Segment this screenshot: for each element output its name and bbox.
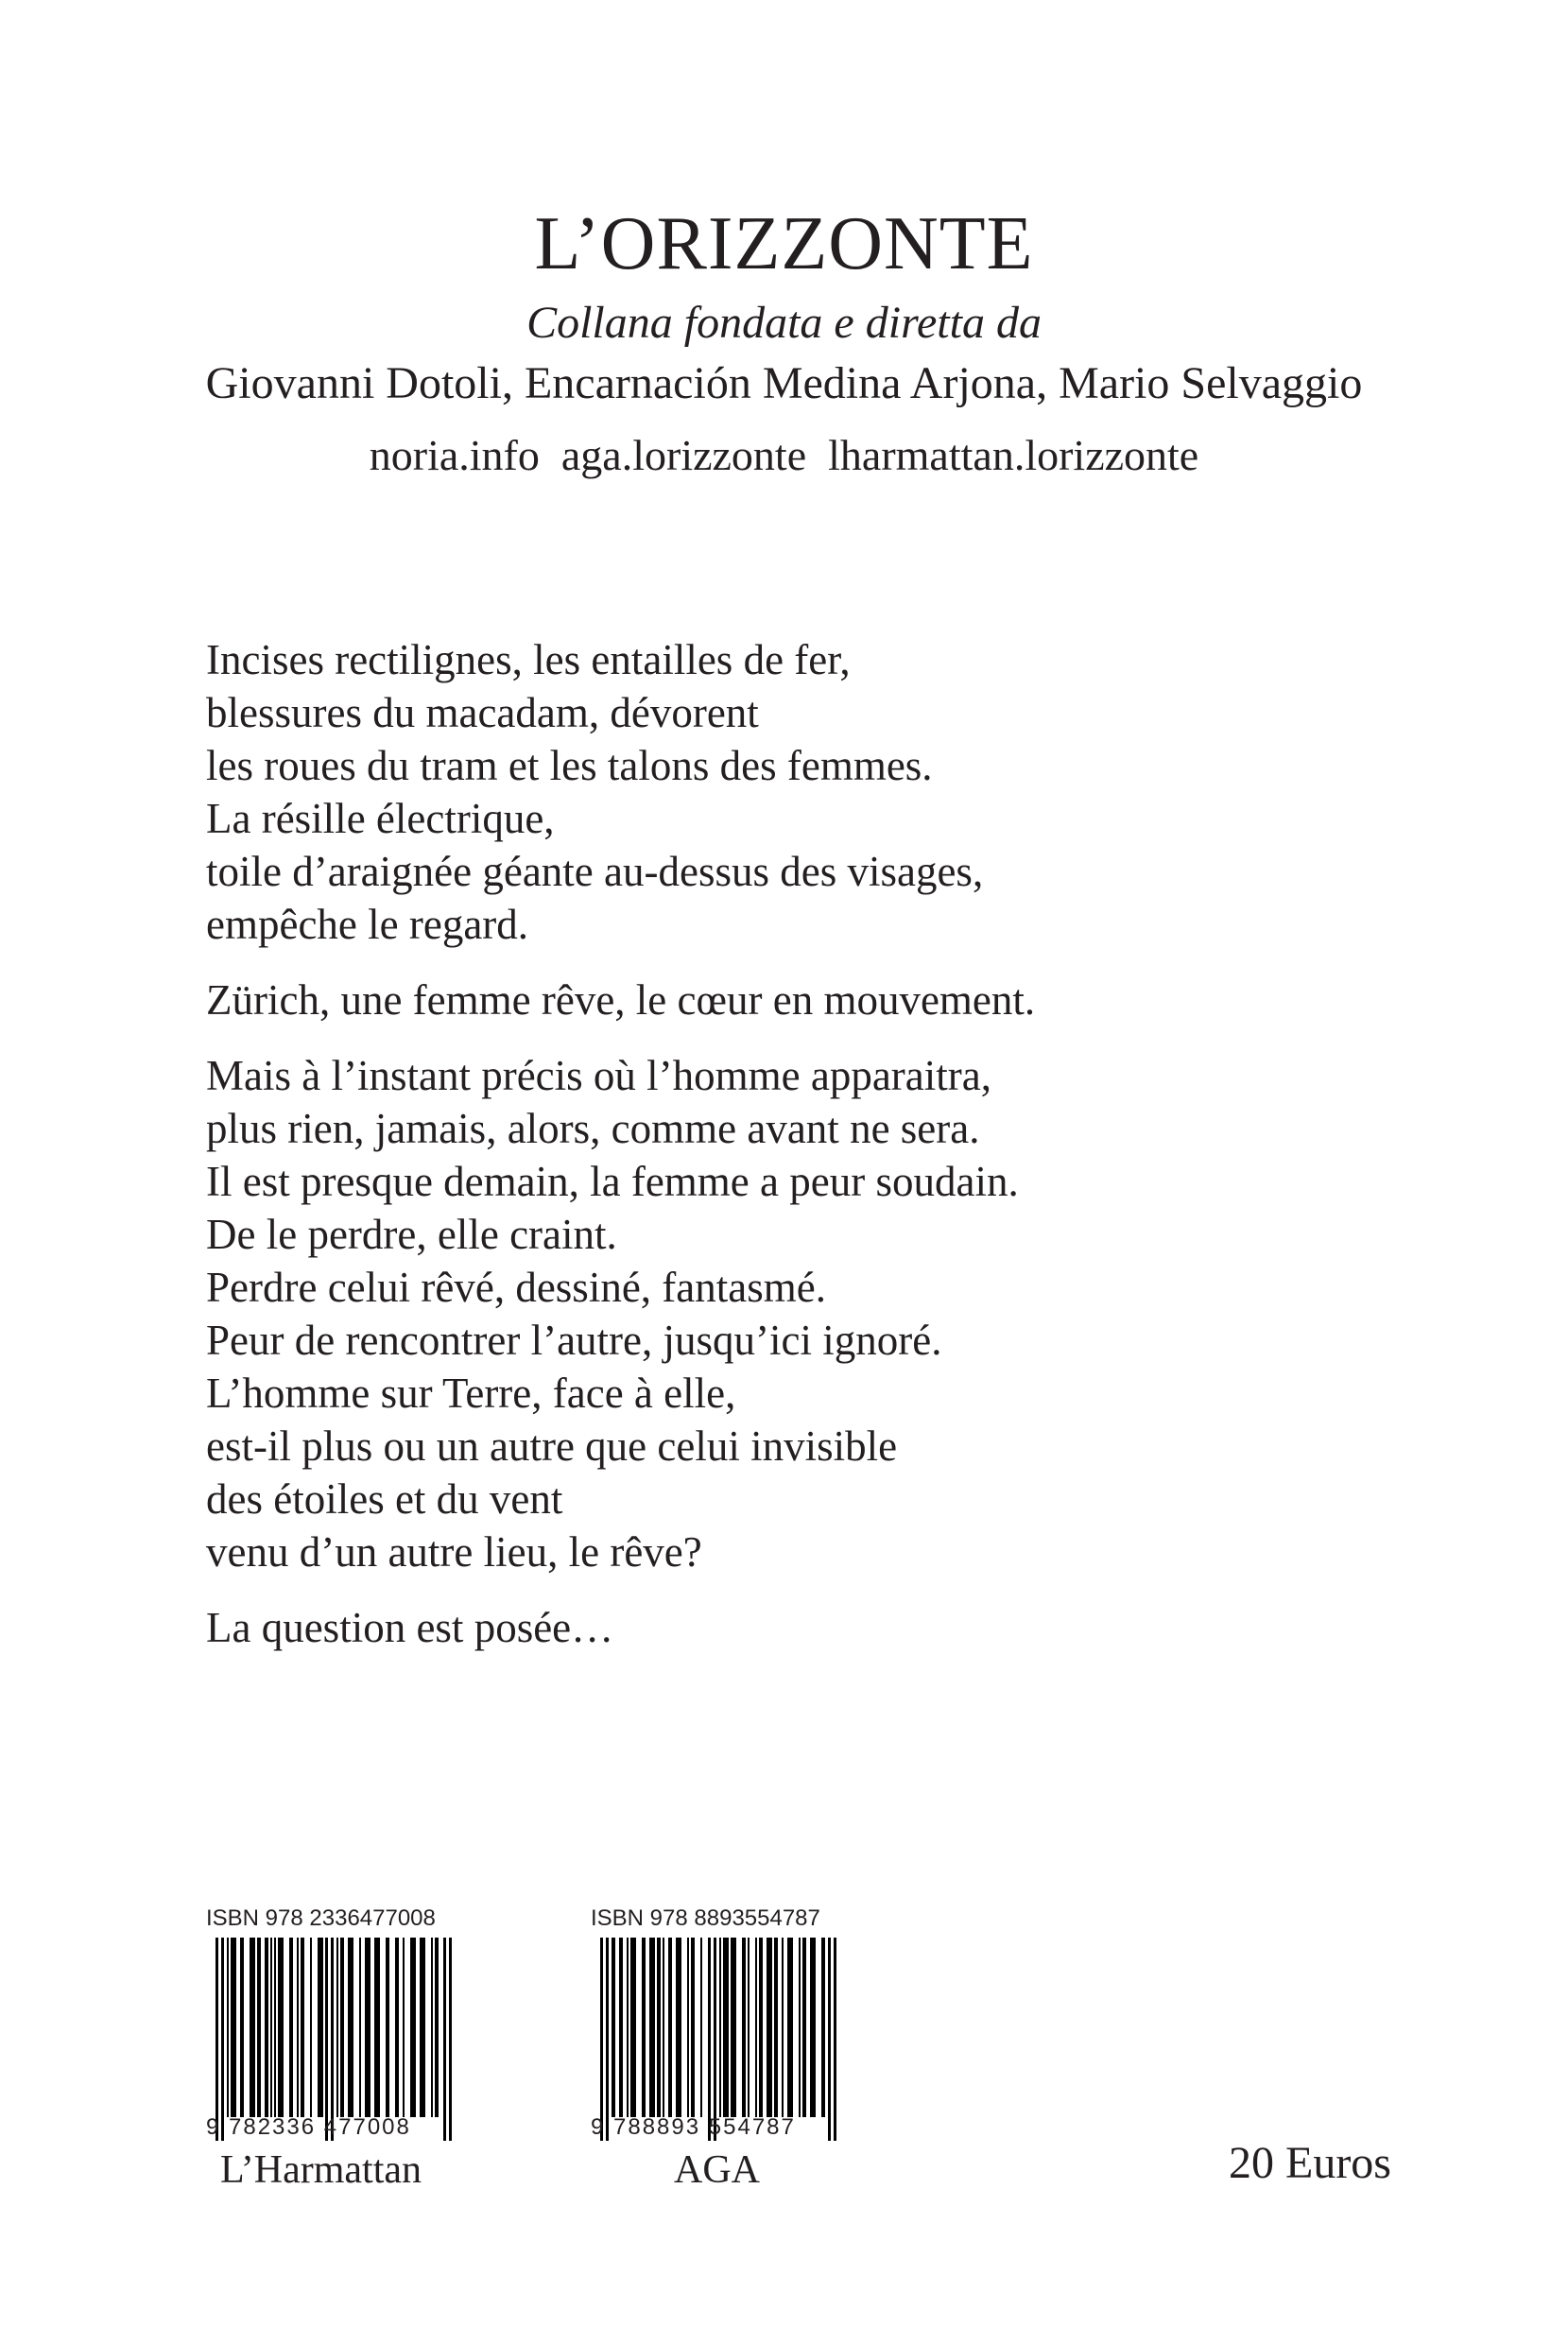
barcode-bar bbox=[410, 1938, 416, 2117]
barcode-bar bbox=[395, 1938, 399, 2117]
poem-line: plus rien, jamais, alors, comme avant ne sera. bbox=[206, 1105, 980, 1152]
barcode-bar bbox=[386, 1938, 389, 2117]
barcode-bar bbox=[802, 1938, 806, 2117]
barcode-bar bbox=[359, 1938, 361, 2117]
barcode-bar bbox=[810, 1938, 816, 2117]
isbn-label: ISBN 978 2336477008 bbox=[206, 1905, 436, 1931]
barcode-bar bbox=[627, 1938, 629, 2117]
poem-line: La question est posée… bbox=[206, 1604, 614, 1651]
barcode-bar bbox=[619, 1938, 623, 2117]
poem-line: empêche le regard. bbox=[206, 901, 529, 948]
barcode-bar bbox=[642, 1938, 646, 2117]
barcode-bar bbox=[278, 1938, 284, 2117]
poem-line: De le perdre, elle craint. bbox=[206, 1211, 617, 1258]
barcode-bar bbox=[731, 1938, 736, 2117]
barcode-digits: 9 788893 554787 bbox=[591, 2114, 796, 2140]
barcode-bar bbox=[318, 1938, 323, 2117]
poem-line: est-il plus ou un autre que celui invisible bbox=[206, 1422, 898, 1470]
barcode-bar bbox=[799, 1938, 801, 2117]
barcode-bar bbox=[612, 1938, 615, 2117]
barcode-bar bbox=[657, 1938, 661, 2117]
barcode-bar bbox=[700, 1938, 702, 2117]
poem-line: toile d’araignée géante au-dessus des visages, bbox=[206, 848, 984, 895]
barcode-digits: 9 782336 477008 bbox=[206, 2114, 411, 2140]
barcode-bar bbox=[435, 1938, 439, 2117]
barcode-bar bbox=[828, 1938, 831, 2141]
barcode-bar bbox=[325, 1938, 328, 2141]
barcode-bar bbox=[676, 1938, 681, 2117]
poem-line: blessures du macadam, dévorent bbox=[206, 689, 759, 736]
barcode-bar bbox=[221, 1938, 224, 2141]
barcode-bar bbox=[759, 1938, 763, 2117]
barcode-bar bbox=[600, 1938, 603, 2141]
stanza-2 bbox=[206, 974, 1387, 1026]
barcode-bar bbox=[403, 1938, 405, 2117]
barcode-bar bbox=[774, 1938, 778, 2117]
poem-line: les roues du tram et les talons des femmes. bbox=[206, 742, 933, 789]
barcode-bar bbox=[755, 1938, 757, 2117]
barcode-bar bbox=[687, 1938, 689, 2117]
barcode-bar bbox=[834, 1938, 836, 2141]
poem-line: Zürich, une femme rêve, le cœur en mouvement. bbox=[206, 976, 1036, 1024]
barcode-icon bbox=[591, 1938, 841, 2141]
barcode-bar bbox=[787, 1938, 793, 2117]
poem bbox=[206, 633, 1387, 1677]
barcode-bar bbox=[782, 1938, 784, 2117]
barcode-bar bbox=[443, 1938, 446, 2141]
price: 20 Euros bbox=[1229, 2138, 1391, 2188]
poem-line: venu d’un autre lieu, le rêve? bbox=[206, 1528, 702, 1576]
barcode-icon bbox=[206, 1938, 457, 2141]
stanza-4 bbox=[206, 1601, 1387, 1654]
barcode-bar bbox=[310, 1938, 312, 2117]
barcode-bar bbox=[606, 1938, 609, 2141]
barcode-bar bbox=[449, 1938, 452, 2141]
barcode-aga bbox=[591, 1907, 841, 2139]
stanza-3 bbox=[206, 1049, 1387, 1578]
barcode-bar bbox=[630, 1938, 636, 2117]
barcode-bar bbox=[668, 1938, 672, 2117]
barcode-bar bbox=[348, 1938, 353, 2117]
publisher-aga: AGA bbox=[674, 2148, 760, 2192]
barcode-harmattan bbox=[206, 1907, 457, 2139]
poem-line: des étoiles et du vent bbox=[206, 1475, 563, 1523]
series-directors: Giovanni Dotoli, Encarnación Medina Arjona, Mario Selvaggio bbox=[205, 358, 1363, 408]
barcode-bar bbox=[431, 1938, 433, 2117]
poem-line: Peur de rencontrer l’autre, jusqu’ici ignoré. bbox=[206, 1317, 942, 1364]
barcode-bar bbox=[301, 1938, 304, 2117]
stanza-1 bbox=[206, 633, 1387, 951]
poem-line: La résille électrique, bbox=[206, 795, 555, 842]
barcode-bar bbox=[708, 1938, 711, 2141]
barcode-bar bbox=[691, 1938, 695, 2117]
poem-line: Perdre celui rêvé, dessiné, fantasmé. bbox=[206, 1264, 826, 1311]
barcode-bar bbox=[270, 1938, 272, 2117]
barcode-bar bbox=[297, 1938, 299, 2117]
barcode-bar bbox=[748, 1938, 750, 2117]
barcode-bar bbox=[274, 1938, 276, 2117]
barcode-bar bbox=[340, 1938, 344, 2117]
poem-line: Mais à l’instant précis où l’homme apparaitra, bbox=[206, 1052, 991, 1099]
barcode-bar bbox=[374, 1938, 380, 2117]
barcode-bar bbox=[231, 1938, 236, 2117]
series-title: L’ORIZZONTE bbox=[534, 202, 1034, 285]
barcode-bar bbox=[663, 1938, 664, 2117]
barcode-bar bbox=[767, 1938, 772, 2117]
barcode-bar bbox=[289, 1938, 293, 2117]
barcode-bar bbox=[719, 1938, 721, 2117]
isbn-label: ISBN 978 8893554787 bbox=[591, 1905, 820, 1931]
series-links: noria.info aga.lorizzonte lharmattan.lorizzonte bbox=[369, 431, 1199, 479]
barcode-bar bbox=[723, 1938, 729, 2117]
barcode-bar bbox=[821, 1938, 825, 2117]
poem-line: Il est presque demain, la femme a peur soudain. bbox=[206, 1158, 1019, 1205]
barcode-bar bbox=[331, 1938, 334, 2141]
barcode-bar bbox=[257, 1938, 261, 2117]
publisher-harmattan: L’Harmattan bbox=[220, 2148, 422, 2192]
barcode-bar bbox=[420, 1938, 425, 2117]
barcode-bar bbox=[250, 1938, 255, 2117]
barcode-bar bbox=[336, 1938, 338, 2117]
barcode-bar bbox=[240, 1938, 244, 2117]
barcode-bar bbox=[215, 1938, 218, 2141]
barcode-bar bbox=[365, 1938, 370, 2117]
barcode-bar bbox=[265, 1938, 268, 2117]
poem-line: L’homme sur Terre, face à elle, bbox=[206, 1370, 736, 1417]
barcode-bar bbox=[649, 1938, 655, 2117]
barcode-bar bbox=[227, 1938, 229, 2117]
poem-line: Incises rectilignes, les entailles de fer, bbox=[206, 636, 851, 683]
barcode-bar bbox=[714, 1938, 716, 2141]
barcode-bar bbox=[742, 1938, 746, 2117]
series-subtitle: Collana fondata e diretta da bbox=[526, 298, 1042, 348]
